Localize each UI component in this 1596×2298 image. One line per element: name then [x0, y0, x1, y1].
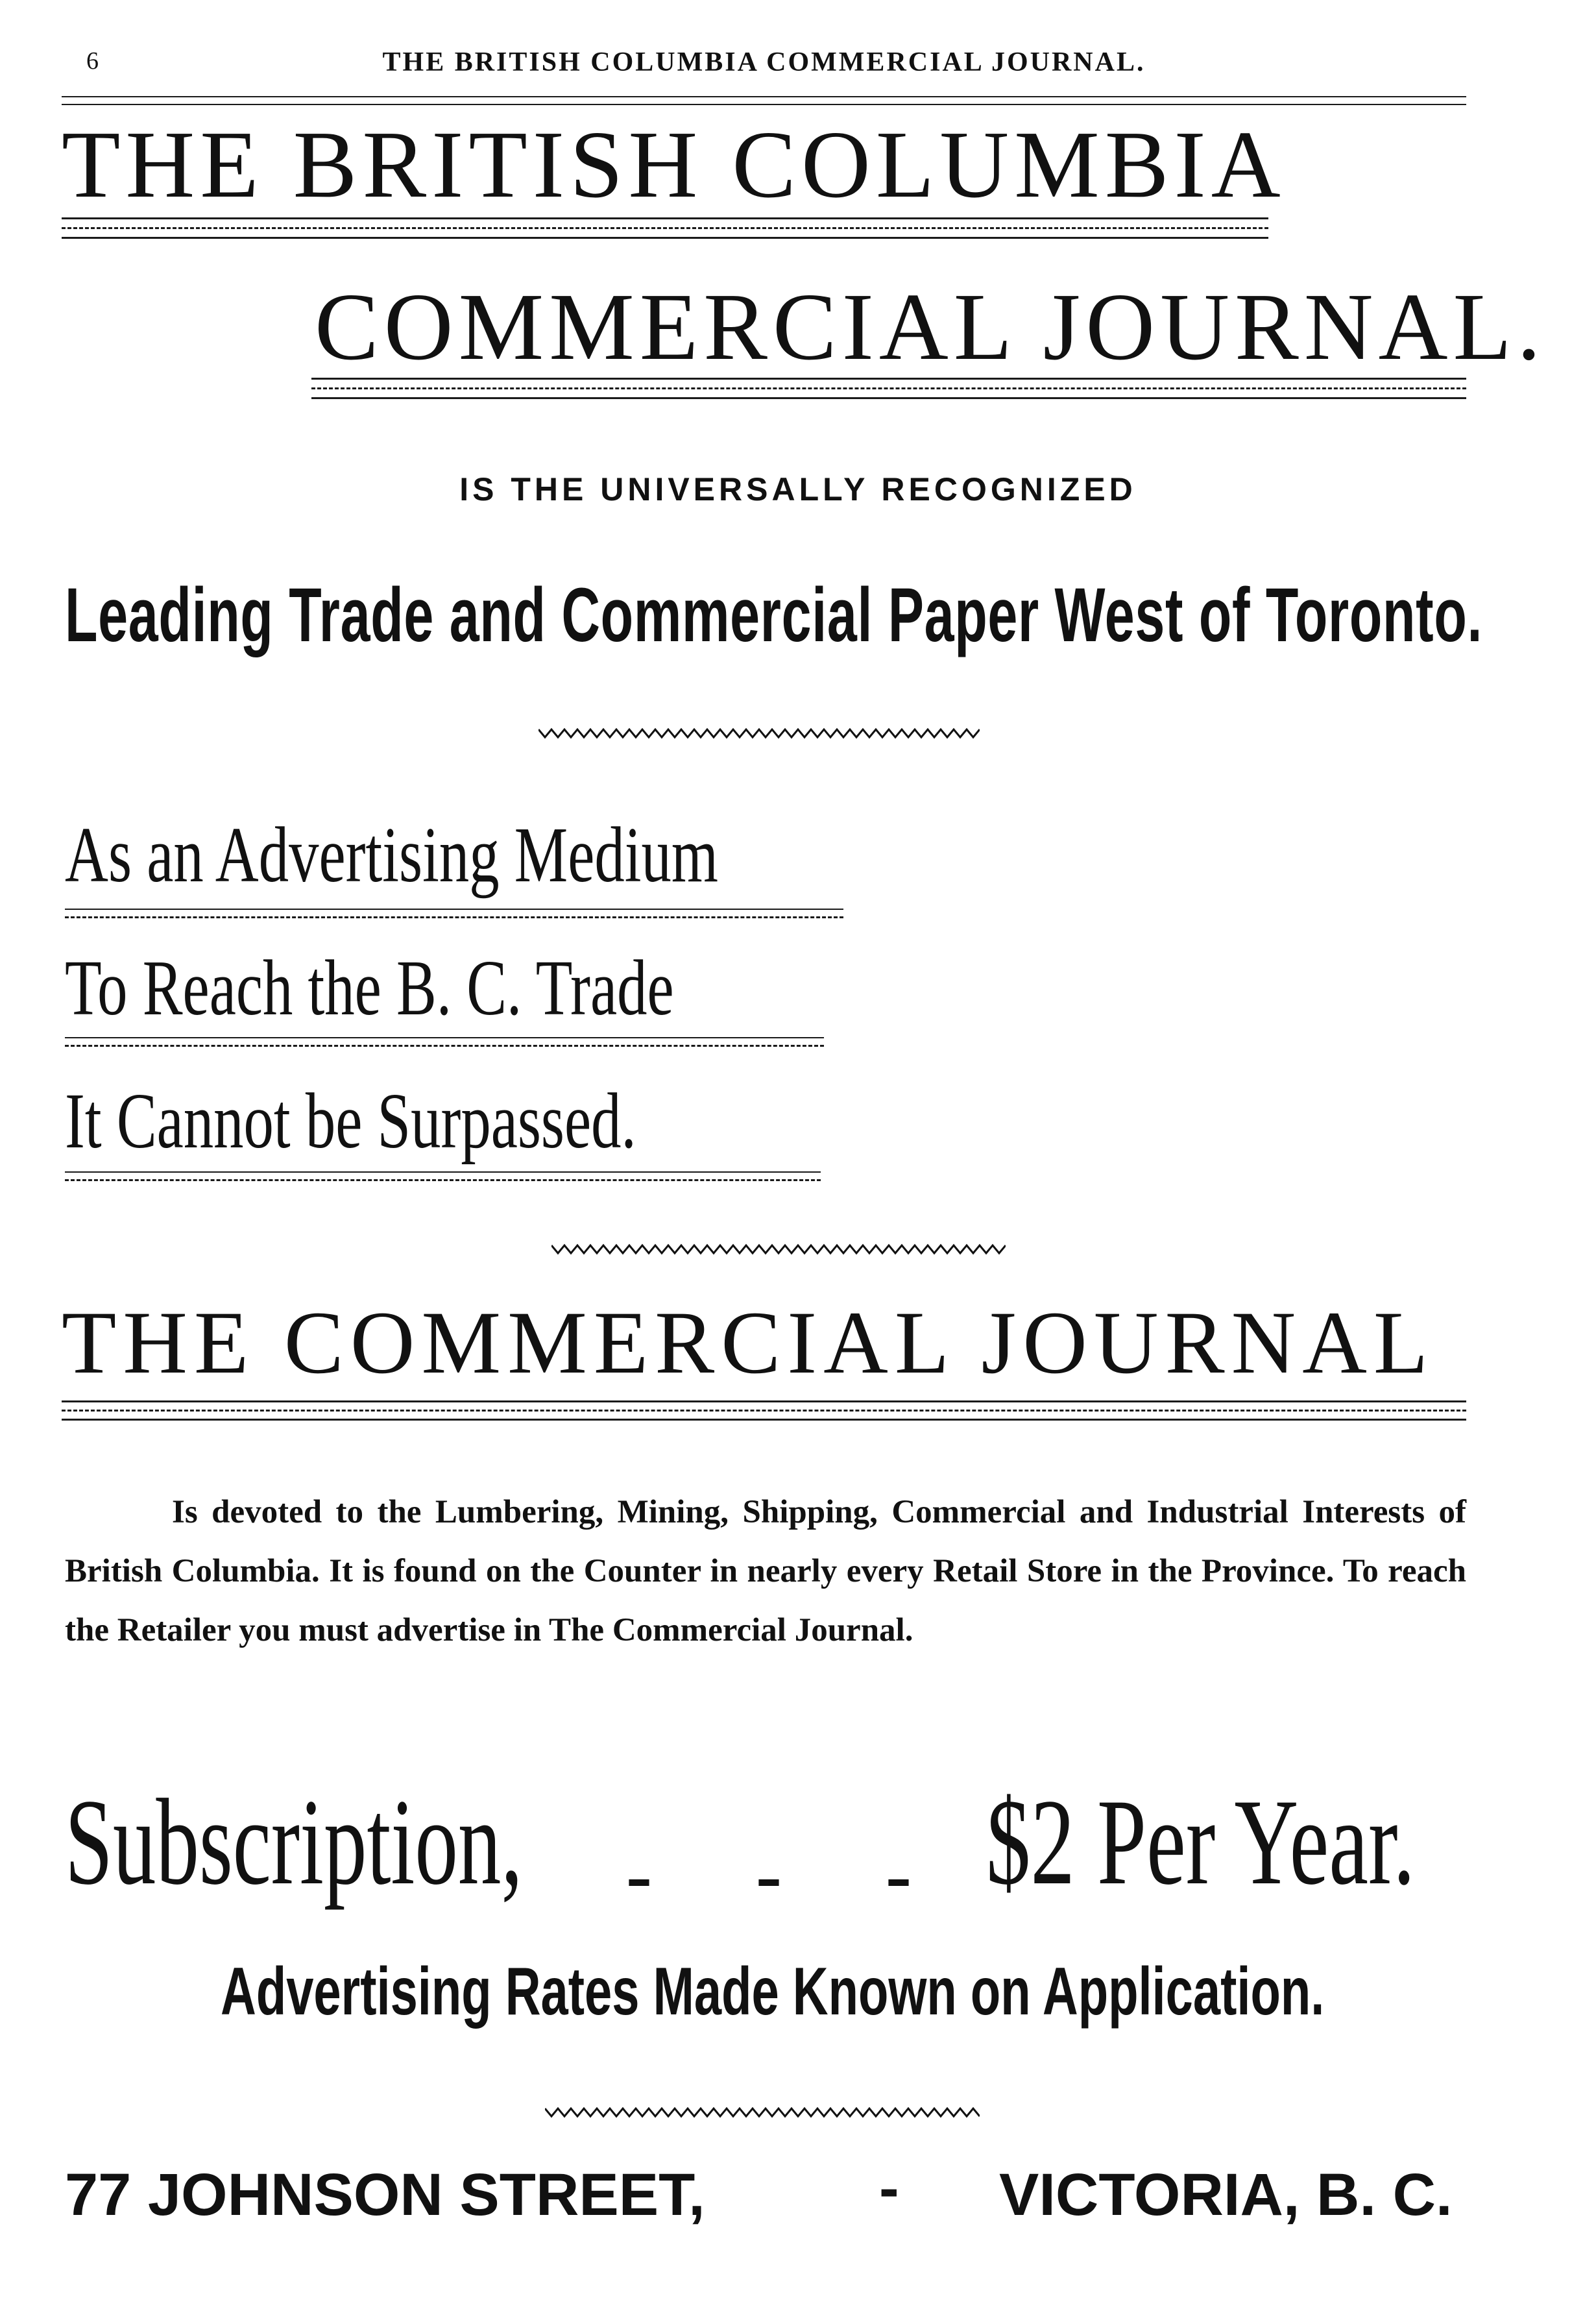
- adv-rule-2a: [65, 1037, 824, 1038]
- dash: -: [626, 1831, 652, 1918]
- subscription-dashes: [626, 1830, 912, 1920]
- adv-rule-3b: [65, 1179, 821, 1181]
- section-rule-a: [62, 1400, 1466, 1402]
- masthead-rule-1b: [62, 227, 1268, 229]
- section-rule-b: [62, 1410, 1466, 1412]
- masthead-rule-1a: [62, 217, 1268, 219]
- address-street: 77 JOHNSON STREET,: [65, 2162, 705, 2228]
- masthead-rule-1c: [62, 237, 1268, 239]
- address-city: VICTORIA, B. C.: [999, 2162, 1453, 2228]
- adv-rule-1b: [65, 916, 843, 918]
- tagline: IS THE UNIVERSALLY RECOGNIZED: [459, 471, 1137, 507]
- wavy-divider-3: [545, 2106, 980, 2120]
- adv-rule-2b: [65, 1045, 824, 1047]
- adv-rule-1a: [65, 909, 843, 910]
- description-paragraph: Is devoted to the Lumbering, Mining, Shipping, Commercial and Industrial Interests of British Columbia. It is found on the Counter in nearly every Retail Store in the Province. To reach the Retailer you must advertise in The Commercial Journal.: [65, 1494, 1466, 1648]
- address-separator: -: [879, 2155, 899, 2221]
- header-rule-bottom: [62, 104, 1466, 105]
- rates-line: Advertising Rates Made Known on Application.: [221, 1954, 1325, 2029]
- subscription-price: $2 Per Year.: [986, 1774, 1416, 1911]
- section-title: THE COMMERCIAL JOURNAL: [62, 1293, 1435, 1392]
- adv-rule-3a: [65, 1171, 821, 1173]
- masthead-line-2: COMMERCIAL JOURNAL.: [315, 274, 1546, 380]
- masthead-rule-2a: [311, 378, 1466, 380]
- section-rule-c: [62, 1419, 1466, 1421]
- masthead-rule-2b: [311, 387, 1466, 389]
- page-number: 6: [86, 47, 99, 75]
- wavy-divider-1: [538, 727, 980, 741]
- dash: -: [756, 1831, 782, 1918]
- masthead-rule-2c: [311, 397, 1466, 399]
- leading-line: Leading Trade and Commercial Paper West of Toronto.: [65, 572, 1483, 658]
- dash: -: [886, 1831, 912, 1918]
- masthead-line-1: THE BRITISH COLUMBIA: [62, 112, 1286, 218]
- advertising-line-1: As an Advertising Medium: [65, 811, 718, 899]
- running-head: [62, 47, 1466, 79]
- wavy-divider-2: [551, 1243, 1006, 1257]
- advertising-line-3: It Cannot be Surpassed.: [65, 1077, 636, 1165]
- advertising-line-2: To Reach the B. C. Trade: [65, 944, 674, 1032]
- header-rule-top: [62, 96, 1466, 97]
- subscription-label: Subscription,: [65, 1774, 523, 1911]
- running-title: THE BRITISH COLUMBIA COMMERCIAL JOURNAL.: [382, 47, 1146, 77]
